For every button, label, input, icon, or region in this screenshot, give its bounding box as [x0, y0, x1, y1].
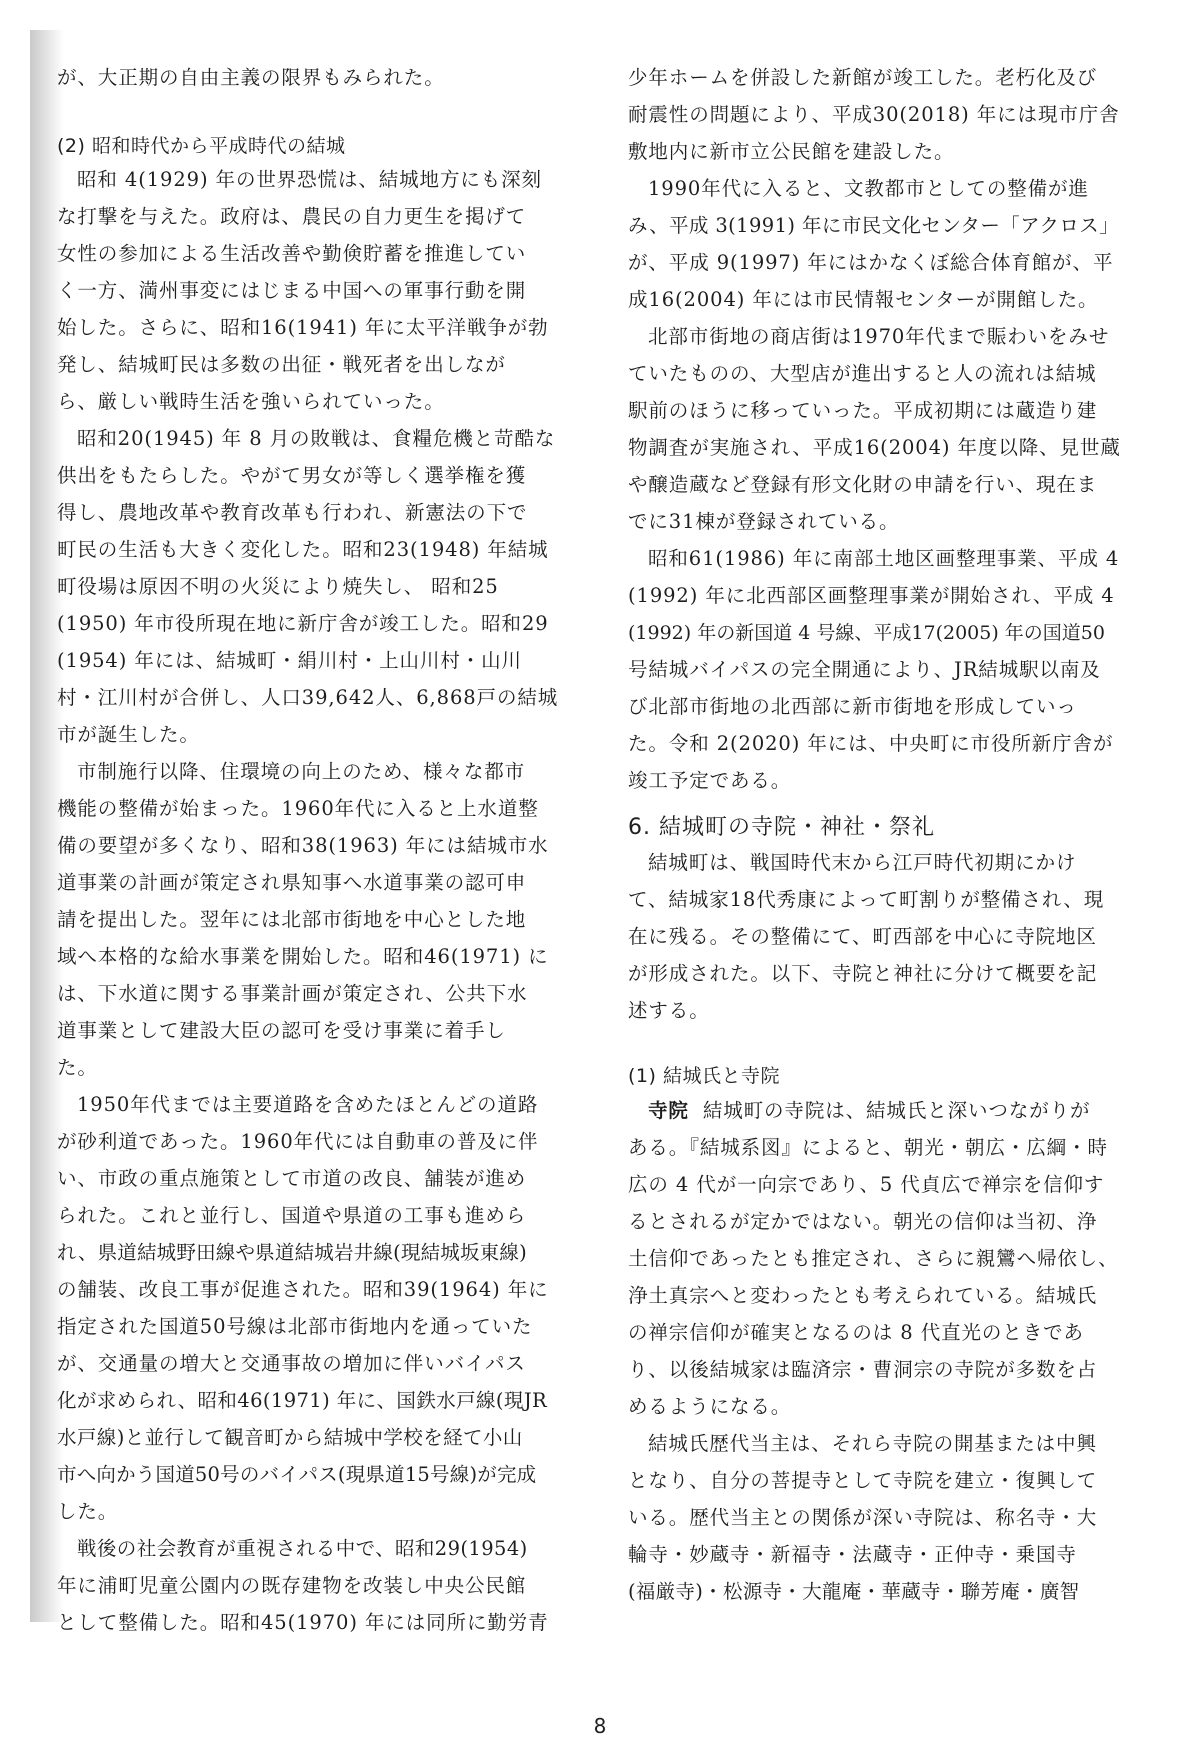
- subsection-heading: (1) 結城氏と寺院: [628, 1065, 780, 1087]
- body-line: (1950) 年市役所現在地に新庁舎が竣工した。昭和29: [57, 612, 549, 635]
- body-line: 浄土真宗へと変わったとも考えられている。結城氏: [628, 1284, 1098, 1307]
- body-line: (1992) 年の新国道 4 号線、平成17(2005) 年の国道50: [628, 622, 1105, 644]
- body-line: 年に浦町児童公園内の既存建物を改装し中央公民館: [57, 1574, 527, 1597]
- body-line: 昭和61(1986) 年に南部土地区画整理事業、平成 4: [648, 547, 1120, 570]
- body-line: として整備した。昭和45(1970) 年には同所に勤労青: [57, 1611, 549, 1634]
- body-line: が、大正期の自由主義の限界もみられた。: [57, 66, 445, 89]
- section-heading: 6. 結城町の寺院・神社・祭礼: [628, 815, 935, 840]
- body-line: 号結城バイパスの完全開通により、JR結城駅以南及: [628, 658, 1101, 681]
- body-line: 道事業として建設大臣の認可を受け事業に着手し: [57, 1019, 506, 1042]
- body-line: られた。これと並行し、国道や県道の工事も進めら: [57, 1204, 527, 1227]
- body-line: 成16(2004) 年には市民情報センターが開館した。: [628, 288, 1099, 311]
- subsection-heading: (2) 昭和時代から平成時代の結城: [57, 135, 346, 157]
- body-line: 道事業の計画が策定され県知事へ水道事業の認可申: [57, 871, 527, 894]
- body-line: 町民の生活も大きく変化した。昭和23(1948) 年結城: [57, 538, 549, 561]
- body-line: [628, 1098, 1090, 1124]
- body-line: 竣工予定である。: [628, 769, 792, 792]
- body-line: 指定された国道50号線は北部市街地内を通っていた: [57, 1315, 533, 1338]
- body-line: 市へ向かう国道50号のバイパス(現県道15号線)が完成: [57, 1463, 537, 1486]
- body-line: 市が誕生した。: [57, 723, 200, 746]
- body-line: み、平成 3(1991) 年に市民文化センター「アクロス」: [628, 214, 1120, 237]
- body-line: 土信仰であったとも推定され、さらに親鸞へ帰依し、: [628, 1247, 1119, 1270]
- body-line: 備の要望が多くなり、昭和38(1963) 年には結城市水: [57, 834, 549, 857]
- body-line: く一方、満州事変にはじまる中国への軍事行動を開: [57, 279, 527, 302]
- body-line: 述する。: [628, 999, 710, 1022]
- body-line: が、交通量の増大と交通事故の増加に伴いバイパス: [57, 1352, 526, 1375]
- body-line: 結城氏歴代当主は、それら寺院の開基または中興: [648, 1432, 1097, 1455]
- body-line: た。令和 2(2020) 年には、中央町に市役所新庁舎が: [628, 732, 1114, 755]
- body-line: 昭和20(1945) 年 8 月の敗戦は、食糧危機と苛酷な: [77, 427, 556, 450]
- body-line: 機能の整備が始まった。1960年代に入ると上水道整: [57, 797, 539, 820]
- body-line: 域へ本格的な給水事業を開始した。昭和46(1971) に: [57, 945, 549, 968]
- body-line: 水戸線)と並行して観音町から結城中学校を経て小山: [57, 1426, 523, 1449]
- body-line-text: 結城町の寺院は、結城氏と深いつながりが: [702, 1099, 1091, 1122]
- body-line: ら、厳しい戦時生活を強いられていった。: [57, 390, 445, 413]
- body-line: るとされるが定かではない。朝光の信仰は当初、浄: [628, 1210, 1098, 1233]
- paragraph-lead-term: 寺院: [648, 1099, 689, 1122]
- body-line: 北部市街地の商店街は1970年代まで賑わいをみせ: [648, 325, 1110, 348]
- body-line: 戦後の社会教育が重視される中で、昭和29(1954): [77, 1537, 528, 1560]
- body-line: となり、自分の菩提寺として寺院を建立・復興して: [628, 1469, 1098, 1492]
- body-line: 市制施行以降、住環境の向上のため、様々な都市: [77, 760, 526, 783]
- body-line: の禅宗信仰が確実となるのは 8 代直光のときであ: [628, 1321, 1084, 1344]
- page-number: 8: [593, 1714, 607, 1738]
- body-line: 始した。さらに、昭和16(1941) 年に太平洋戦争が勃: [57, 316, 549, 339]
- body-line: 供出をもたらした。やがて男女が等しく選挙権を獲: [57, 464, 527, 487]
- body-line: 耐震性の問題により、平成30(2018) 年には現市庁舎: [628, 103, 1120, 126]
- body-line: (1954) 年には、結城町・絹川村・上山川村・山川: [57, 649, 522, 672]
- body-line: ていたものの、大型店が進出すると人の流れは結城: [628, 362, 1097, 385]
- body-line: り、以後結城家は臨済宗・曹洞宗の寺院が多数を占: [628, 1358, 1098, 1381]
- body-line: 化が求められ、昭和46(1971) 年に、国鉄水戸線(現JR: [57, 1389, 548, 1412]
- body-line: 駅前のほうに移っていった。平成初期には蔵造り建: [628, 399, 1098, 422]
- body-line: (福厳寺)・松源寺・大龍庵・華蔵寺・聯芳庵・廣智: [628, 1580, 1080, 1603]
- body-line: の舗装、改良工事が促進された。昭和39(1964) 年に: [57, 1278, 549, 1301]
- body-line: 町役場は原因不明の火災により焼失し、 昭和25: [57, 575, 499, 598]
- body-line: 女性の参加による生活改善や勤倹貯蓄を推進してい: [57, 242, 527, 265]
- body-line: が形成された。以下、寺院と神社に分けて概要を記: [628, 962, 1098, 985]
- body-line: 1950年代までは主要道路を含めたほとんどの道路: [77, 1093, 539, 1116]
- body-line: が砂利道であった。1960年代には自動車の普及に伴: [57, 1130, 539, 1153]
- body-line: や醸造蔵など登録有形文化財の申請を行い、現在ま: [628, 473, 1098, 496]
- body-line: 得し、農地改革や教育改革も行われ、新憲法の下で: [57, 501, 528, 524]
- body-line: でに31棟が登録されている。: [628, 510, 900, 533]
- body-line: が、平成 9(1997) 年にはかなくぼ総合体育館が、平: [628, 251, 1114, 274]
- body-line: は、下水道に関する事業計画が策定され、公共下水: [57, 982, 528, 1005]
- body-line: 1990年代に入ると、文教都市としての整備が進: [648, 177, 1089, 200]
- body-line: (1992) 年に北西部区画整理事業が開始され、平成 4: [628, 584, 1115, 607]
- body-line: な打撃を与えた。政府は、農民の自力更生を掲げて: [57, 205, 527, 228]
- body-line: 請を提出した。翌年には北部市街地を中心とした地: [57, 908, 527, 931]
- body-line: た。: [57, 1056, 98, 1079]
- body-line: れ、県道結城野田線や県道結城岩井線(現結城坂東線): [57, 1241, 527, 1264]
- body-line: ある。『結城系図』によると、朝光・朝広・広綱・時: [628, 1136, 1108, 1159]
- body-line: 発し、結城町民は多数の出征・戦死者を出しなが: [57, 353, 506, 376]
- body-line: い、市政の重点施策として市道の改良、舗装が進め: [57, 1167, 527, 1190]
- body-line: て、結城家18代秀康によって町割りが整備され、現: [628, 888, 1105, 911]
- body-line: 少年ホームを併設した新館が竣工した。老朽化及び: [628, 66, 1098, 89]
- body-line: 結城町は、戦国時代末から江戸時代初期にかけ: [648, 851, 1077, 874]
- body-line: 広の 4 代が一向宗であり、5 代貞広で禅宗を信仰す: [628, 1173, 1105, 1196]
- body-line: 物調査が実施され、平成16(2004) 年度以降、見世蔵: [628, 436, 1121, 459]
- body-line: 在に残る。その整備にて、町西部を中心に寺院地区: [628, 925, 1097, 948]
- body-line: 敷地内に新市立公民館を建設した。: [628, 140, 955, 163]
- body-line: 村・江川村が合併し、人口39,642人、6,868戸の結城: [57, 686, 559, 709]
- body-line: 輪寺・妙蔵寺・新福寺・法蔵寺・正仲寺・乗国寺: [628, 1543, 1077, 1566]
- binding-shadow: [30, 30, 64, 1622]
- body-line: 昭和 4(1929) 年の世界恐慌は、結城地方にも深刻: [77, 168, 542, 191]
- body-line: び北部市街地の北西部に新市街地を形成していっ: [628, 695, 1077, 718]
- body-line: した。: [57, 1500, 119, 1523]
- body-line: いる。歴代当主との関係が深い寺院は、称名寺・大: [628, 1506, 1098, 1529]
- body-line: めるようになる。: [628, 1395, 792, 1418]
